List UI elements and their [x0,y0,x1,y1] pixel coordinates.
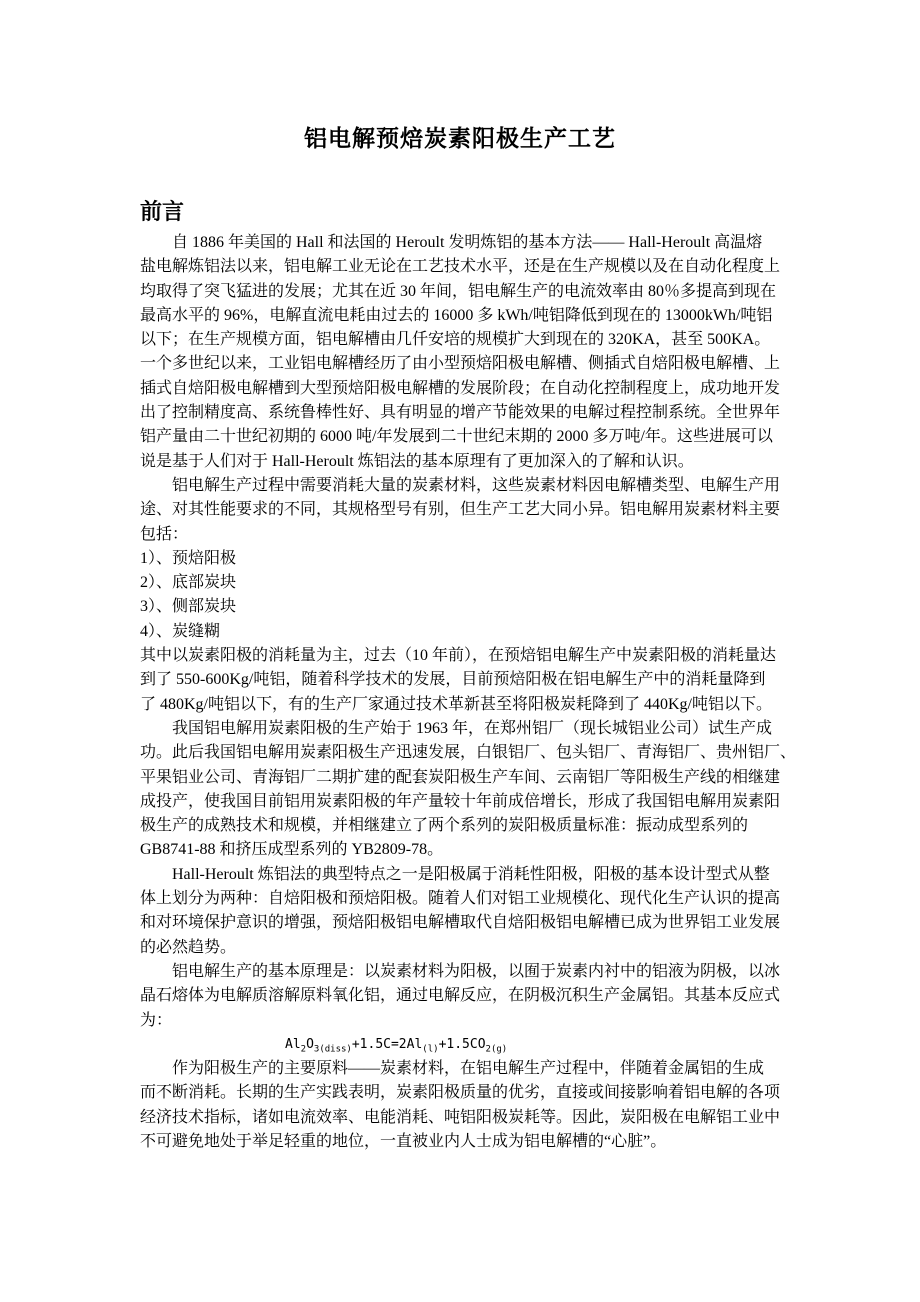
text-line: 而不断消耗。长期的生产实践表明，炭素阳极质量的优劣，直接或间接影响着铝电解的各项 [140,1084,781,1102]
text-line: 功。此后我国铝电解用炭素阳极生产迅速发展，白银铝厂、包头铝厂、青海铝厂、贵州铝厂、 [140,744,797,762]
formula-part: +1.5CO [438,1036,486,1052]
text-line: 途、对其性能要求的不同，其规格型号有别，但生产工艺大同小异。铝电解用炭素材料主要 [140,501,781,519]
reaction-formula [140,1033,830,1057]
formula-part: Al [285,1036,301,1052]
text-line: 2）、底部炭块 [140,574,237,592]
text-line: Hall-Heroult 炼铝法的典型特点之一是阳极属于消耗性阳极，阳极的基本设计型式从整 [172,865,770,883]
text-line: 铝电解生产的基本原理是：以炭素材料为阳极，以囿于炭素内衬中的铝液为阴极，以冰 [172,962,781,980]
text-line: 经济技术指标，诸如电流效率、电能消耗、吨铝阳极炭耗等。因此，炭阳极在电解铝工业中 [140,1108,781,1126]
text-line: 作为阳极生产的主要原料——炭素材料，在铝电解生产过程中，伴随着金属铝的生成 [172,1060,765,1078]
text-line: 一个多世纪以来，工业铝电解槽经历了由小型预焙阳极电解槽、侧插式自焙阳极电解槽、上 [140,355,781,373]
text-line: 晶石熔体为电解质溶解原料氧化铝，通过电解反应，在阴极沉积生产金属铝。其基本反应式 [140,987,781,1005]
text-line: 到了 550-600Kg/吨铝，随着科学技术的发展，目前预焙阳极在铝电解生产中的消耗量降到 [140,671,766,689]
text-line: GB8741-88 和挤压成型系列的 YB2809-78。 [140,841,444,859]
text-line: 和对环境保护意识的增强，预焙阳极铝电解槽取代自焙阳极铝电解槽已成为世界铝工业发展 [140,914,781,932]
formula-part: 2 [300,1044,307,1055]
text-line: 3）、侧部炭块 [140,598,237,616]
text-line: 极生产的成熟技术和规模，并相继建立了两个系列的炭阳极质量标准：振动成型系列的 [140,817,749,835]
text-line: 插式自焙阳极电解槽到大型预焙阳极电解槽的发展阶段；在自动化控制程度上，成功地开发 [140,379,781,397]
text-line: 为： [140,1011,173,1029]
formula-part: O [306,1036,314,1052]
text-line: 出了控制精度高、系统鲁棒性好、具有明显的增产节能效果的电解过程控制系统。全世界年 [140,404,781,422]
text-line: 4）、炭缝糊 [140,622,221,640]
text-line: 1）、预焙阳极 [140,549,237,567]
document-title: 铝电解预焙炭素阳极生产工艺 [304,126,616,151]
text-line: 我国铝电解用炭素阳极的生产始于 1963 年，在郑州铝厂（现长城铝业公司）试生产成 [172,719,773,737]
text-line: 其中以炭素阳极的消耗量为主，过去（10 年前），在预焙铝电解生产中炭素阳极的消耗量达 [140,647,777,665]
formula-part: 3(diss) [313,1044,352,1055]
text-line: 了 480Kg/吨铝以下，有的生产厂家通过技术革新甚至将阳极炭耗降到了 440Kg/吨铝以下。 [140,695,773,713]
text-line: 说是基于人们对于 Hall-Heroult 炼铝法的基本原理有了更加深入的了解和认识。 [140,452,694,470]
section-heading: 前言 [140,199,185,224]
text-line: 自 1886 年美国的 Hall 和法国的 Heroult 发明炼铝的基本方法—— Hall-Heroult 高温熔 [172,234,763,251]
formula-part: +1.5C=2Al [351,1036,423,1052]
text-line: 成投产，使我国目前铝用炭素阳极的年产量较十年前成倍增长，形成了我国铝电解用炭素阳 [140,792,781,810]
text-line: 均取得了突飞猛进的发展；尤其在近 30 年间，铝电解生产的电流效率由 80％多提高到现在 [140,282,777,300]
text-line: 平果铝业公司、青海铝厂二期扩建的配套炭阳极生产车间、云南铝厂等阳极生产线的相继建 [140,768,781,786]
formula-part: 2(g) [485,1044,508,1055]
text-line: 铝电解生产过程中需要消耗大量的炭素材料，这些炭素材料因电解槽类型、电解生产用 [172,476,781,494]
document-body [140,231,830,1154]
text-line: 体上划分为两种：自焙阳极和预焙阳极。随着人们对铝工业规模化、现代化生产认识的提高 [140,890,781,908]
text-line: 铝产量由二十世纪初期的 6000 吨/年发展到二十世纪末期的 2000 多万吨/年。这些进展可以 [140,428,773,446]
text-line: 不可避免地处于举足轻重的地位，一直被业内人士成为铝电解槽的“心脏”。 [140,1132,667,1150]
text-line: 的必然趋势。 [140,938,237,956]
text-line: 包括： [140,525,189,543]
text-line: 以下；在生产规模方面，铝电解槽由几仟安培的规模扩大到现在的 320KA，甚至 500KA。 [140,331,771,349]
text-line: 最高水平的 96%，电解直流电耗由过去的 16000 多 kWh/吨铝降低到现在的 13000kWh/吨铝 [140,306,773,324]
text-line: 盐电解炼铝法以来，铝电解工业无论在工艺技术水平，还是在生产规模以及在自动化程度上 [140,258,781,276]
formula-part: (l) [422,1044,439,1055]
